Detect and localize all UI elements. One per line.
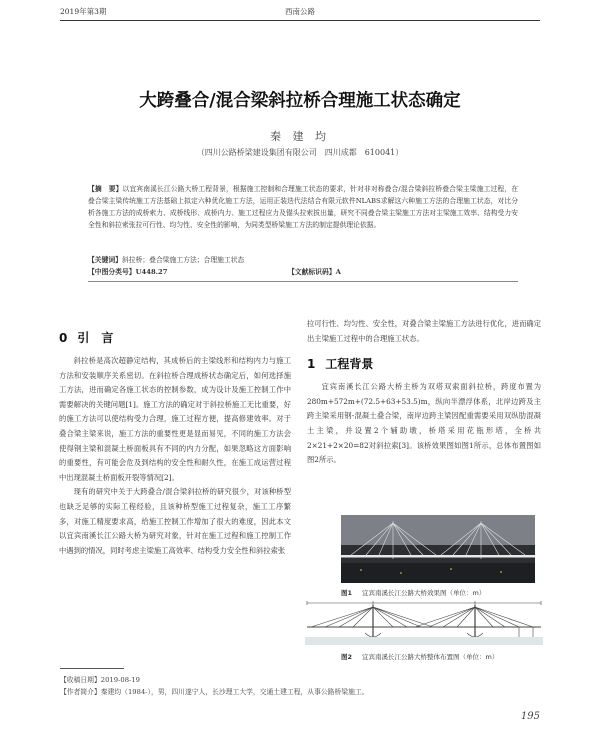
left-column xyxy=(59,320,291,558)
section-number: 0 xyxy=(59,331,68,345)
figure-2-caption xyxy=(341,652,498,661)
issue-label: 2019年第3期 xyxy=(60,7,107,16)
doc-code: A xyxy=(335,268,341,276)
background-paragraph: 宜宾南溪长江公路大桥主桥为双塔双索面斜拉桥，跨度布置为 280m+572m+(72.5+63+53.5)m，纵向半漂浮体系，北岸边跨及主跨主梁采用钢-混凝土叠合梁，南岸边跨主梁因配重需要采用双纵肋混凝土主梁，并设置2个辅助墩，桥塔采用花瓶形塔，全桥共2×21+2×20=82对斜拉索[3]。该桥效果图如图1所示，总体布置图如图2所示。 xyxy=(307,382,541,465)
paper-title: 大跨叠合/混合梁斜拉桥合理施工状态确定 xyxy=(139,91,461,111)
doc-code-label: 【文献标识码】 xyxy=(288,268,336,276)
figure-caption-text: 宜宾南溪长江公路大桥效果图（单位：m） xyxy=(362,589,486,597)
figure-number: 图2 xyxy=(341,653,353,661)
journal-name: 西南公路 xyxy=(285,7,315,16)
footnote-rule xyxy=(60,668,124,669)
bridge-rendering-graphic xyxy=(341,515,535,583)
section-title: 引 言 xyxy=(77,331,114,345)
bridge-layout-diagram xyxy=(305,599,543,645)
affiliation: （四川公路桥梁建设集团有限公司 四川成都 610041） xyxy=(196,148,404,157)
figure-caption-text: 宜宾南溪长江公路大桥整体布置图（单位：m） xyxy=(362,653,499,661)
running-header xyxy=(60,6,540,20)
figure-number: 图1 xyxy=(341,589,353,597)
received-label: 【收稿日期】 xyxy=(60,676,101,684)
intro-paragraph-2-continued: 拉可行性、均匀性、安全性，对叠合梁主梁施工方法进行优化，进而确定出主梁施工过程中的合理施工状态。 xyxy=(307,319,541,343)
footnote-received xyxy=(60,674,140,684)
intro-paragraph-2: 现有的研究中关于大跨叠合/混合梁斜拉桥的研究很少，对该种桥型也缺乏足够的实际工程经验，且该种桥型施工过程复杂，施工工序繁多，对施工精度要求高，给施工控制工作增加了很大的难度，因此本文以宜宾南溪长江公路大桥为研究对象，针对在施工过程和施工控制工作中遇到的情况，同时考虑主梁施工高效率、结构受力安全性和斜拉索张 xyxy=(59,487,291,555)
header-rule xyxy=(60,20,540,21)
author-info-label: 【作者简介】 xyxy=(60,688,101,696)
figure-1-caption xyxy=(341,588,485,597)
classification xyxy=(88,266,518,276)
clc-code: U448.27 xyxy=(135,268,168,276)
section-heading-intro xyxy=(59,328,291,348)
received-date: 2019-08-19 xyxy=(100,676,140,684)
footnote-author xyxy=(60,686,368,696)
keywords-label: 【关键词】 xyxy=(88,256,122,264)
abstract xyxy=(88,183,518,231)
author-name: 秦 建 均 xyxy=(270,130,330,143)
section-title: 工程背景 xyxy=(325,357,374,372)
abstract-rule xyxy=(88,281,518,282)
section-heading-background xyxy=(307,354,541,374)
page-number: 195 xyxy=(520,711,540,722)
author-info: 秦建均（1984-），男，四川遂宁人，长沙理工大学，交通土建工程，从事公路桥梁施工。 xyxy=(100,688,369,696)
clc-label: 【中图分类号】 xyxy=(88,268,136,276)
keywords-text: 斜拉桥；叠合梁施工方法；合理施工状态 xyxy=(121,256,245,264)
keywords xyxy=(88,254,518,264)
section-number: 1 xyxy=(307,357,316,372)
abstract-text: 以宜宾南溪长江公路大桥工程背景，根据施工控制和合理施工状态的要求，针对非对称叠合/混合梁斜拉桥叠合梁主梁施工过程，在叠合梁主梁传统施工方法基础上拟定六种优化施工方法，运用正装迭代法结合有限元软件NLABS求解这六种施工方法的合理施工状态，对比分析各施工方法的成桥索力、成桥线形、成桥内力、施工过程应力及锚头拉索拔出量，研究不同叠合梁主梁施工方法对主梁施工效率、结构受力安全性和斜拉索张拉可行性、均匀性、安全性的影响，为同类型桥梁施工方法的制定提供理论依据。 xyxy=(88,185,518,229)
bridge-rendering-image xyxy=(341,515,535,583)
right-column xyxy=(307,317,541,468)
intro-paragraph-1: 斜拉桥是高次超静定结构，其成桥后的主梁线形和结构内力与施工方法和安装顺序关系密切。在斜拉桥合理成桥状态确定后，如何选择施工方法，进而确定各施工状态的控制参数，成为设计及施工控制工作中需要解决的关键问题[1]。施工方法的确定对于斜拉桥施工无比重要，好的施工方法可以使结构受力合理，施工过程方便，提高修建效率。对于叠合梁主梁来说，施工方法的重要性更是显而易见，不同的施工方法会使得钢主梁和混凝土桥面板具有不同的内力分配，如果忽略这方面影响的重要性，有可能会危及到结构的安全性和耐久性，在施工成运营过程中出现混凝土桥面板开裂等情况[2]。 xyxy=(59,356,291,482)
abstract-label: 【摘 要】 xyxy=(88,185,123,193)
